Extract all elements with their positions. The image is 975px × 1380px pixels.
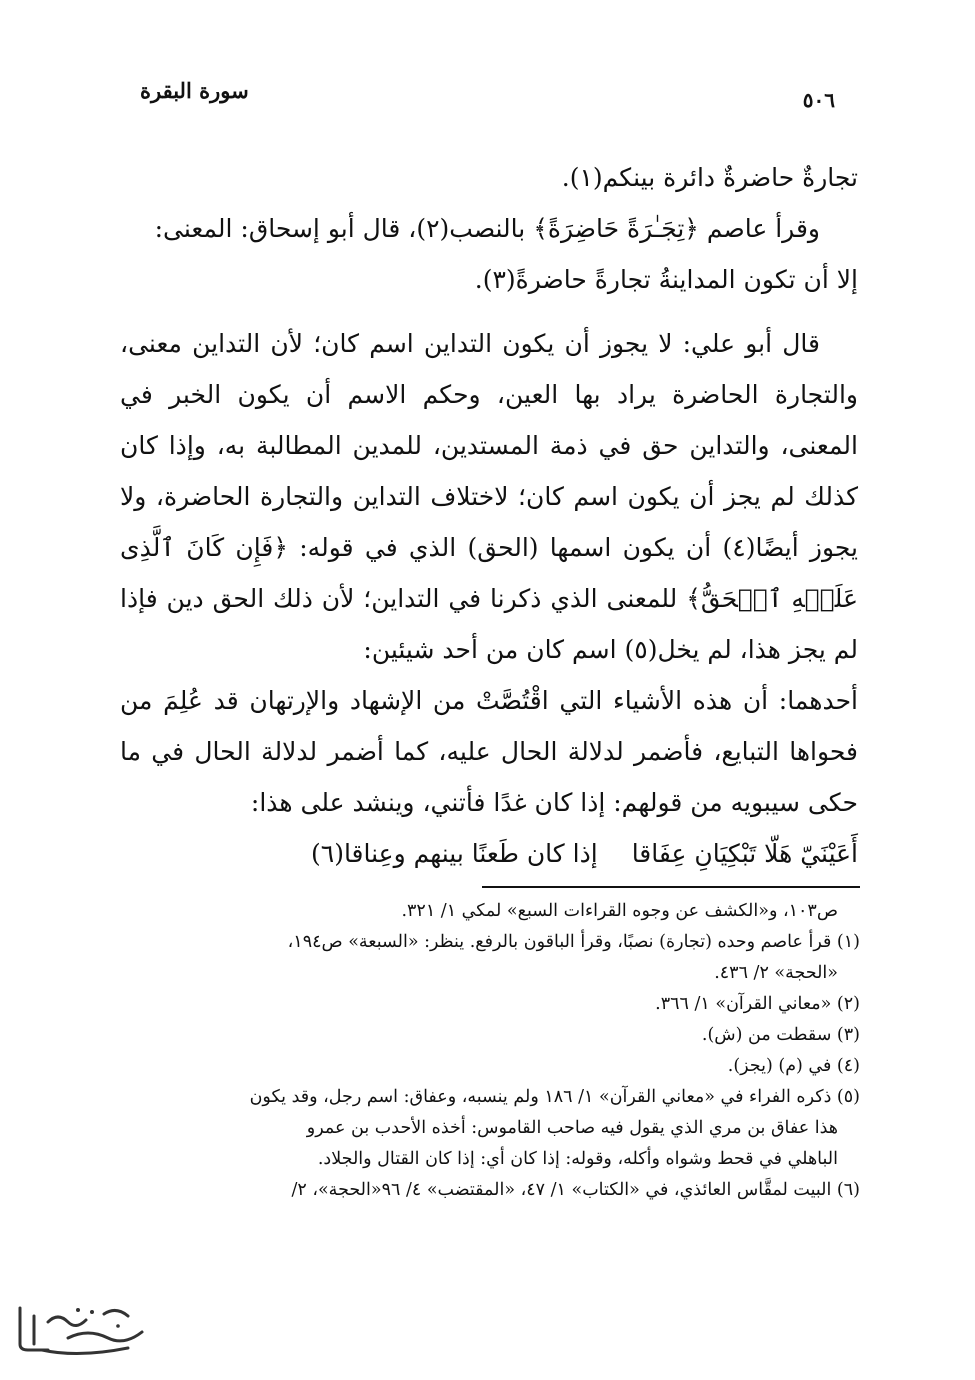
footnote-3: (٣) سقطت من (ش). [701, 1025, 860, 1045]
calligraphy-logo-icon [8, 1298, 158, 1360]
footnote-1-line-1: (١) قرأ عاصم وحده (تجارة) نصبًا، وقرأ الباقون بالرفع. ينظر: «السبعة» ص١٩٤، [287, 932, 860, 952]
poetry-verse [120, 828, 858, 879]
surah-title: سورة البقرة [140, 78, 249, 103]
main-text [120, 152, 858, 879]
paragraph-2-line-1: وقرأ عاصم ﴿تِجَـٰرَةً حَاضِرَةً﴾ بالنصب(٢)، قال أبو إسحاق: المعنى: [154, 214, 820, 243]
page-number: ٥٠٦ [802, 88, 835, 112]
verse-first-hemistich: أَعَيْنَيّ هَلّا تَبْكِيَانِ عِفَاقا [631, 839, 858, 868]
footnote-continuation: ص١٠٣، و«الكشف عن وجوه القراءات السبع» لمكي ١/ ٣٢١. [401, 901, 838, 921]
paragraph-3: قال أبو علي: لا يجوز أن يكون التداين اسم كان؛ لأن التداين معنى، والتجارة الحاضرة يراد بها العين، وحكم الاسم أن يكون الخبر في المعنى، والتداين حق في ذمة المستدين، للمدين المطالبة به، وإذا كان كذلك لم يجز أن يكون اسم كان؛ لاختلاف التداين والتجارة الحاضرة، ولا يجوز أيضًا(٤) أن يكون اسمها (الحق) الذي في قوله: ﴿فَإِن كَانَ ٱلَّذِى عَلَيۡهِ ٱلۡحَقُّ﴾ للمعنى الذي ذكرنا في التداين؛ لأن ذلك الحق دين فإذا لم يجز هذا، لم يخل(٥) اسم كان من أحد شيئين: [120, 329, 859, 664]
footnote-5-line-3: الباهلي في قحط وشواه وأكله، وقوله: إذا كان أي: إذا كان القتال والجلاد. [317, 1149, 838, 1169]
footnote-5-line-2: هذا عفاق بن مري الذي يقول فيه صاحب القاموس: أخذه الأحدب بن عمرو [306, 1118, 838, 1138]
page-header [140, 78, 835, 118]
footnote-separator [482, 886, 860, 888]
footnote-5-line-1: (٥) ذكره الفراء في «معاني القرآن» ١/ ١٨٦ ولم ينسبه، وعفاق: اسم رجل، وقد يكون [249, 1087, 860, 1107]
paragraph-2-line-2: إلا أن تكون المداينةُ تجارةً حاضرةً(٣). [474, 265, 858, 294]
footnote-4: (٤) في (م) (يجز). [727, 1056, 860, 1076]
paragraph-1: تجارةٌ حاضرةٌ دائرة بينكم(١). [561, 163, 858, 192]
footnote-6: (٦) البيت لمقَّاس العائذي، في «الكتاب» ١/ ٤٧، «المقتضب» ٤/ ٩٦«الحجة»، ٢/ [291, 1180, 860, 1200]
footnotes [115, 896, 860, 1206]
paragraph-4: أحدهما: أن هذه الأشياء التي اقْتُصَّتْ من الإشهاد والإرتهان قد عُلِمَ من فحواها التبايع، فأضمر لدلالة الحال عليه، كما أضمر لدلالة الحال في ما حكى سيبويه من قولهم: إذا كان غدًا فأتني، وينشد على هذا: [120, 686, 858, 817]
footnote-1-line-2: «الحجة» ٢/ ٤٣٦. [714, 963, 838, 983]
verse-second-hemistich: إذا كان طَعنًا بينهم وعِناقا(٦) [310, 839, 598, 868]
footnote-2: (٢) «معاني القرآن» ١/ ٣٦٦. [655, 994, 860, 1014]
publisher-logo [8, 1298, 158, 1360]
